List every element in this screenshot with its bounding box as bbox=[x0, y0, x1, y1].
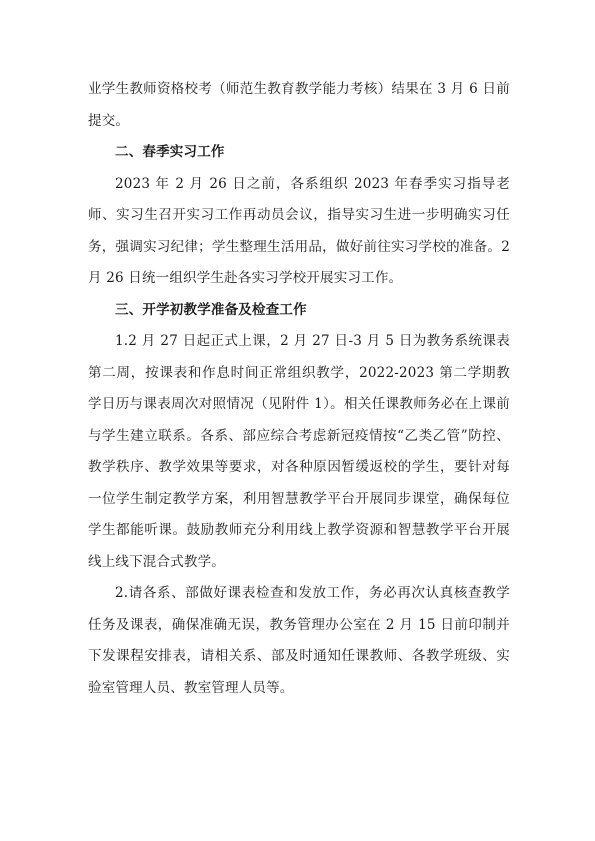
paragraph-internship: 2023 年 2 月 26 日之前，各系组织 2023 年春季实习指导老师、实习生召开实习工作再动员会议，指导实习生进一步明确实习任务，强调实习纪律；学生整理生活用品，做好前往实习学校的准备。2 月 26 日统一组织学生赴各实习学校开展实习工作。 bbox=[88, 175, 510, 286]
paragraph-continuation: 业学生教师资格校考（师范生教育教学能力考核）结果在 3 月 6 日前提交。 bbox=[88, 81, 510, 129]
section-heading-spring-internship: 二、春季实习工作 bbox=[115, 144, 225, 160]
document-body bbox=[88, 74, 510, 704]
paragraph-teaching-start: 1.2 月 27 日起正式上课，2 月 27 日-3 月 5 日为教务系统课表第二周，按课表和作息时间正常组织教学，2022-2023 第二学期教学日历与课表周次对照情况（见附件 1）。相关任课教师务必在上课前与学生建立联系。各系、部应综合考虑新冠疫情按“乙类乙管”防控、教学秩序、教学效果等要求，对各种原因暂缓返校的学生，要针对每一位学生制定教学方案，利用智慧教学平台开展同步课堂，确保每位学生都能听课。鼓励教师充分利用线上教学资源和智慧教学平台开展线上线下混合式教学。 bbox=[88, 333, 510, 570]
section-heading-semester-start: 三、开学初教学准备及检查工作 bbox=[115, 301, 307, 318]
paragraph-schedule-check: 2.请各系、部做好课表检查和发放工作，务必再次认真核查教学任务及课表，确保准确无误，教务管理办公室在 2 月 15 日前印制并下发课程安排表，请相关系、部及时通知任课教师、各教学班级、实验室管理人员、教室管理人员等。 bbox=[88, 585, 510, 696]
